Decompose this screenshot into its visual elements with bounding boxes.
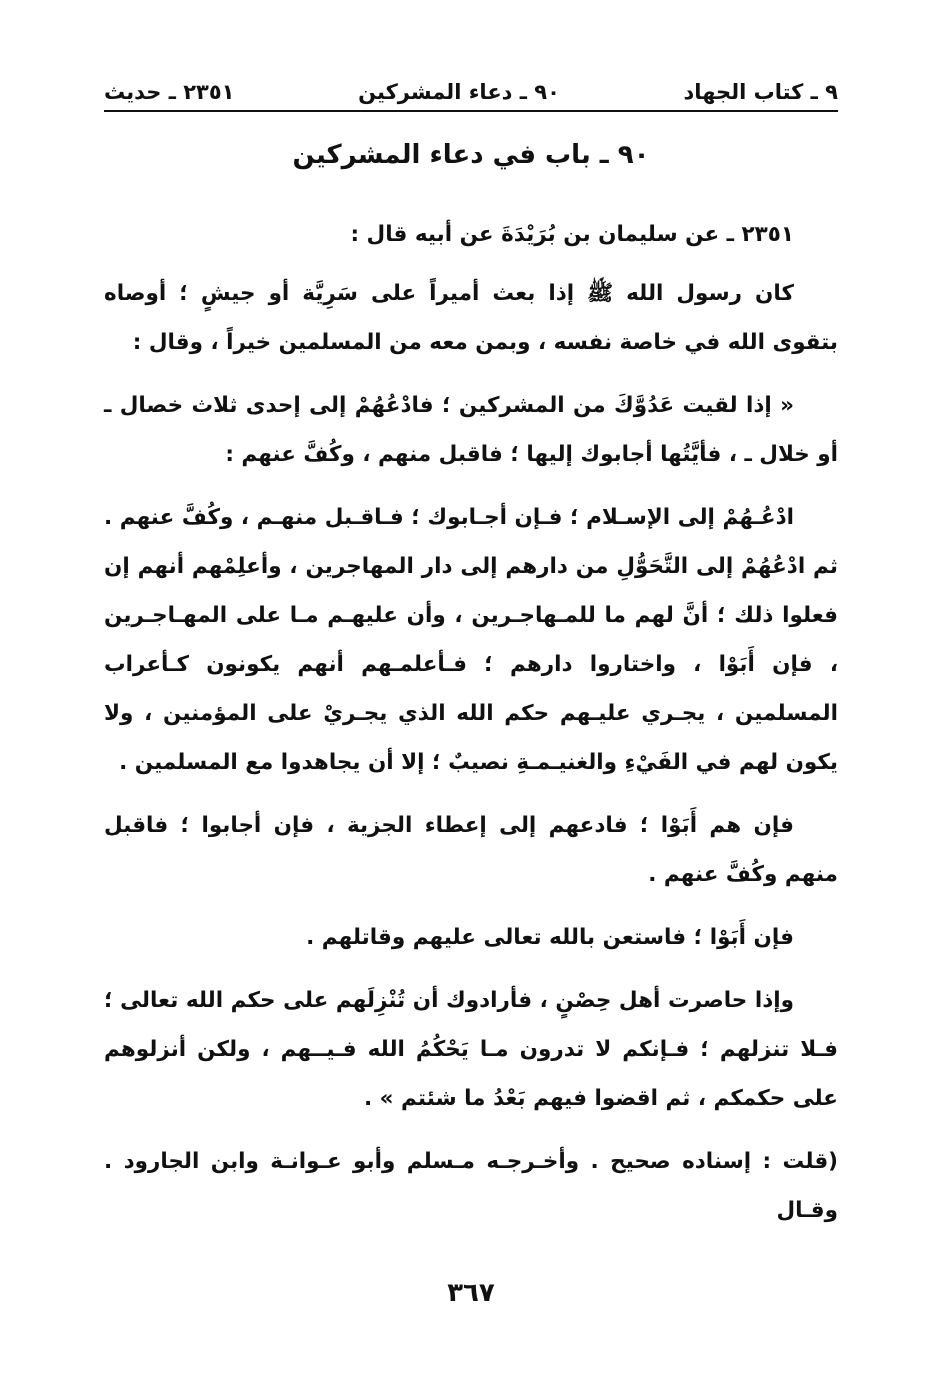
paragraph-intro: كان رسول الله ﷺ إذا بعث أميراً على سَرِيَّة أو جيشٍ ؛ أوصاه بتقوى الله في خاصة نفسه ، وبمن معه من المسلمين خيراً ، وقال : xyxy=(104,281,838,355)
paragraph-editor-note: (قلت : إسناده صحيح . وأخـرجـه مـسلم وأبو عـوانـة وابن الجارود . وقـال xyxy=(104,1149,838,1223)
paragraph-jizya: فإن هم أَبَوْا ؛ فادعهم إلى إعطاء الجزية ، فإن أجابوا ؛ فاقبل منهم وكُفَّ عنهم . xyxy=(104,813,838,887)
page-number: ٣٦٧ xyxy=(447,1278,495,1308)
header-chapter-title: ٩٠ ـ دعاء المشركين xyxy=(358,80,560,104)
paragraph-siege: وإذا حاصرت أهل حِصْنٍ ، فأرادوك أن تُنْزِلَهم على حكم الله تعالى ؛ فـلا تنزلهم ؛ فـإنكم لا تدرون مـا يَحْكُمُ الله فـيــهم ، ولكن أنزلوهم على حكمكم ، ثم اقضوا فيهم بَعْدُ ما شئتم » . xyxy=(104,988,838,1111)
header-book-title: ٩ ـ كتاب الجهاد xyxy=(683,80,838,104)
hadith-isnad: ٢٣٥١ ـ عن سليمان بن بُرَيْدَةَ عن أبيه قال : xyxy=(350,222,794,247)
running-header xyxy=(104,74,838,112)
paragraph-call-to-islam: ادْعُـهُمْ إلى الإسـلام ؛ فـإن أجـابوك ؛ فـاقـبل منهـم ، وكُفَّ عنهم . ثم ادْعُهُمْ إلى التَّحَوُّلِ من دارهم إلى دار المهاجرين ، وأعلِمْهم أنهم إن فعلوا ذلك ؛ أنَّ لهم ما للمـهاجـرين ، وأن عليهـم مـا على المهـاجـرين ، فإن أَبَوْا ، واختاروا دارهم ؛ فـأعلمـهم أنهم يكونون كـأعراب المسلمين ، يجـري عليـهم حكم الله الذي يجـريْ على المؤمنين ، ولا يكون لهم في الفَيْءِ والغنيـمـةِ نصيبٌ ؛ إلا أن يجاهدوا مع المسلمين . xyxy=(104,505,838,775)
chapter-heading: ٩٠ ـ باب في دعاء المشركين xyxy=(292,140,650,170)
paragraph-three-options: « إذا لقيت عَدُوَّكَ من المشركين ؛ فادْعُهُمْ إلى إحدى ثلاث خصال ـ أو خلال ـ ، فأيَّتُها أجابوك إليها ؛ فاقبل منهم ، وكُفَّ عنهم : xyxy=(104,393,838,467)
hadith-body xyxy=(104,210,838,1249)
header-hadith-number: ٢٣٥١ ـ حديث xyxy=(104,80,235,104)
paragraph-fight: فإن أَبَوْا ؛ فاستعن بالله تعالى عليهم وقاتلهم . xyxy=(306,925,794,950)
